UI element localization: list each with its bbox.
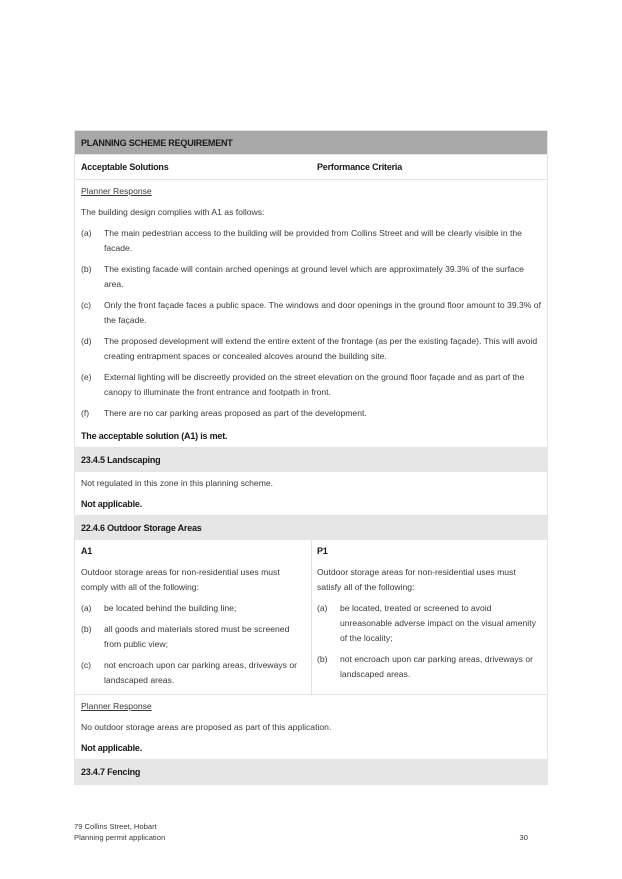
item-text: be located behind the building line; xyxy=(104,603,237,613)
p1-title: P1 xyxy=(317,546,328,556)
list-item xyxy=(81,406,541,421)
landscaping-conclusion: Not applicable. xyxy=(81,499,143,509)
item-text: Only the front façade faces a public space. The windows and door openings in the ground floor amount to 39.3% of the façade. xyxy=(104,300,541,325)
landscaping-text: Not regulated in this zone in this planning scheme. xyxy=(81,478,274,488)
page-footer xyxy=(74,821,528,843)
section-heading-landscaping: 23.4.5 Landscaping xyxy=(75,448,547,472)
list-item xyxy=(317,652,541,682)
item-text: The proposed development will extend the entire extent of the frontage (as per the existing façade). This will avoid creating entrapment spaces or concealed alcoves around the building site. xyxy=(104,336,538,361)
item-label: (a) xyxy=(81,603,92,613)
acceptable-solution-a1 xyxy=(75,540,312,694)
col-acceptable-solutions: Acceptable Solutions xyxy=(81,162,169,172)
page-number: 30 xyxy=(519,833,528,842)
planner-response-label: Planner Response xyxy=(81,701,152,711)
list-item xyxy=(81,370,541,400)
item-text: be located, treated or screened to avoid unreasonable adverse impact on the visual amenity of the locality; xyxy=(340,603,536,643)
conclusion: The acceptable solution (A1) is met. xyxy=(81,431,228,441)
item-text: The main pedestrian access to the building will be provided from Collins Street and will be clearly visible in the facade. xyxy=(104,228,522,253)
list-item xyxy=(81,262,541,292)
storage-criteria xyxy=(75,540,547,695)
item-text: not encroach upon car parking areas, driveways or landscaped areas. xyxy=(104,660,297,685)
performance-criteria-p1 xyxy=(312,540,547,694)
item-label: (c) xyxy=(81,660,92,670)
list-item xyxy=(81,658,305,688)
item-label: (a) xyxy=(81,228,92,238)
list-item xyxy=(81,601,305,616)
a1-title: A1 xyxy=(81,546,93,556)
item-text: There are no car parking areas proposed as part of the development. xyxy=(104,408,367,418)
item-text: The existing facade will contain arched openings at ground level which are approximately 39.3% of the surface area. xyxy=(104,264,524,289)
storage-response: No outdoor storage areas are proposed as part of this application. xyxy=(81,722,332,732)
storage-conclusion: Not applicable. xyxy=(81,743,143,753)
col-performance-criteria: Performance Criteria xyxy=(317,162,403,172)
planner-response-section xyxy=(75,180,547,448)
list-item xyxy=(81,334,541,364)
item-label: (b) xyxy=(81,264,92,274)
item-text: all goods and materials stored must be screened from public view; xyxy=(104,624,290,649)
item-label: (a) xyxy=(317,603,328,613)
table-header: PLANNING SCHEME REQUIREMENT xyxy=(75,131,547,155)
landscaping-section xyxy=(75,472,547,516)
planner-response-label: Planner Response xyxy=(81,186,152,196)
a1-intro: Outdoor storage areas for non-residential uses must comply with all of the following: xyxy=(81,567,280,592)
item-label: (c) xyxy=(81,300,92,310)
footer-document: Planning permit application xyxy=(74,833,166,842)
storage-planner-response xyxy=(75,695,547,760)
list-item xyxy=(81,226,541,256)
p1-intro: Outdoor storage areas for non-residential uses must satisfy all of the following: xyxy=(317,567,516,592)
item-text: External lighting will be discreetly provided on the street elevation on the ground floor façade and as part of the canopy to illuminate the front entrance and footpath in front. xyxy=(104,372,525,397)
item-text: not encroach upon car parking areas, driveways or landscaped areas. xyxy=(340,654,533,679)
item-label: (b) xyxy=(81,624,92,634)
section-heading-storage: 22.4.6 Outdoor Storage Areas xyxy=(75,516,547,540)
planning-table xyxy=(74,130,548,785)
item-label: (b) xyxy=(317,654,328,664)
list-item xyxy=(81,622,305,652)
item-label: (d) xyxy=(81,336,92,346)
item-label: (e) xyxy=(81,372,92,382)
response-intro: The building design complies with A1 as follows: xyxy=(81,207,265,217)
section-heading-fencing: 23.4.7 Fencing xyxy=(75,760,547,784)
item-label: (f) xyxy=(81,408,90,418)
list-item xyxy=(81,298,541,328)
column-headers xyxy=(75,155,547,180)
footer-address: 79 Collins Street, Hobart xyxy=(74,822,157,831)
list-item xyxy=(317,601,541,646)
